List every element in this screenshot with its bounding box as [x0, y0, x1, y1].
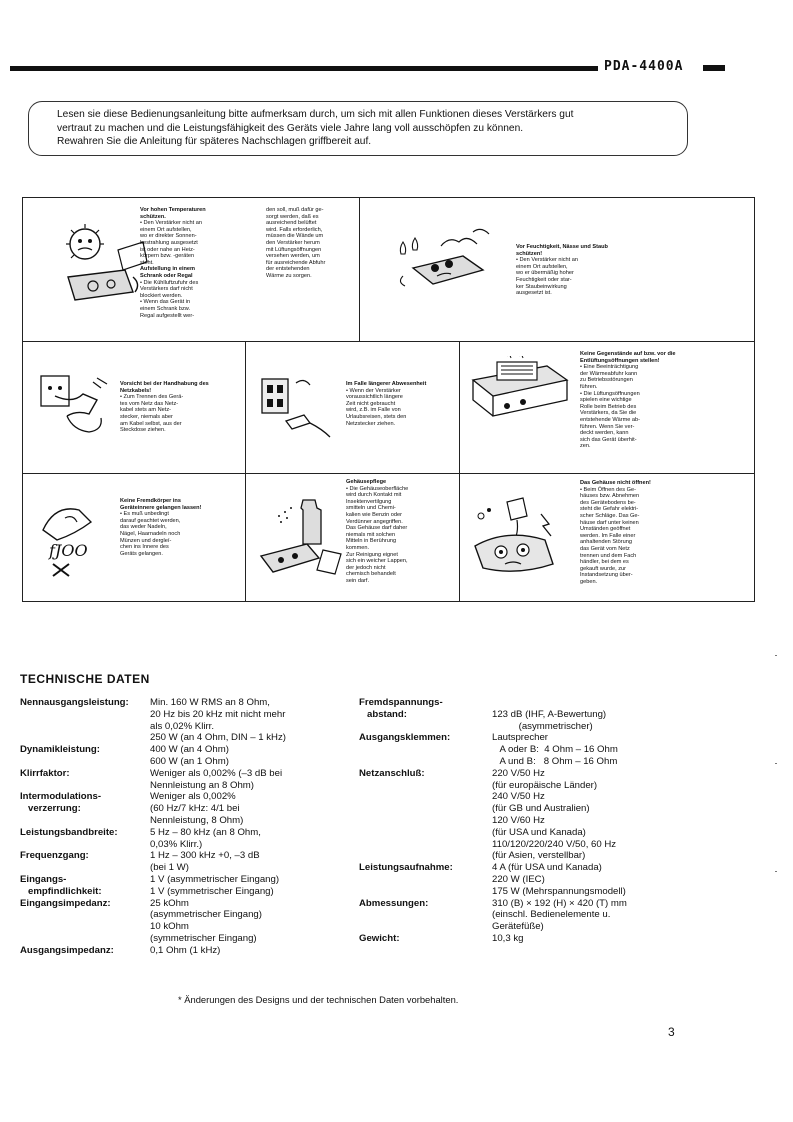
scan-speck — [775, 655, 777, 656]
precaution-title: Vor Feuchtigkeit, Nässe und Staub schützen! — [516, 244, 608, 257]
text-line: einem Ort aufstellen, — [516, 263, 568, 270]
text-line: sich das Gerät überhit- — [580, 436, 637, 443]
text-line: sich ein weicher Lappen, — [346, 558, 408, 565]
text-line: häuse darf unter keinen — [580, 519, 639, 526]
spec-value-line: 220 V/50 Hz — [492, 767, 545, 779]
spec-value-line: (asymmetrischer Eingang) — [150, 909, 262, 921]
text-line: führen. — [580, 383, 598, 390]
model-title: PDA-4400A — [604, 59, 684, 74]
cord-text — [120, 381, 210, 434]
spec-value-line: 175 W (Mehrspannungsmodell) — [492, 885, 626, 897]
spec-value-line: 400 W (an 4 Ohm) — [150, 744, 229, 756]
precaution-title: Keine Fremdkörper ins Geräteinnere gelangen lassen! — [120, 498, 202, 511]
spec-value-line: Nennleistung an 8 Ohm) — [150, 779, 254, 791]
grid-divider — [23, 341, 754, 342]
vent-blocked-illustration-icon — [467, 356, 577, 426]
text-line: anhaltenden Störung — [580, 539, 632, 546]
spec-value — [150, 827, 261, 851]
spec-value-line: (einschl. Bedienelemente u. — [492, 909, 611, 921]
spec-label-line: Frequenzgang: — [20, 850, 89, 862]
spec-value — [492, 768, 616, 862]
spec-value — [150, 874, 279, 898]
grid-divider — [359, 198, 360, 341]
spec-label-line: Eingangs- — [20, 874, 67, 885]
text-line: häuses bzw. Abnehmen — [580, 493, 640, 500]
text-line: spielen eine wichtige — [580, 397, 632, 404]
text-line: den Verstärker herum — [266, 239, 320, 246]
text-line: Verstärkers, da Sie die — [580, 410, 637, 417]
text-line: entstehende Wärme ab- — [580, 416, 641, 423]
text-line: der entstehenden — [266, 266, 310, 273]
spec-label-line: Abmessungen: — [359, 897, 429, 909]
text-line: Mitteln in Berührung — [346, 538, 397, 545]
spec-value-line: (für USA und Kanada) — [492, 826, 586, 838]
text-line: der jedoch nicht — [346, 564, 386, 571]
text-line: versehen werden, um — [266, 253, 320, 260]
grid-divider — [23, 473, 754, 474]
text-line: Umständen geöffnet — [580, 526, 631, 533]
spec-value-line: 10,3 kg — [492, 933, 524, 944]
spec-value — [492, 933, 523, 945]
text-line: darauf geachtet werden, — [120, 517, 181, 524]
objects-text — [580, 351, 680, 450]
grid-divider — [245, 341, 246, 602]
spec-value — [150, 744, 229, 768]
text-line: kalien wie Benzin oder — [346, 511, 402, 518]
text-line: Geräts gelangen. — [120, 550, 163, 557]
spec-label — [20, 945, 114, 957]
text-line: des Gerätebodens be- — [580, 499, 636, 506]
spec-value — [492, 862, 626, 897]
text-line: Münzen und dergleí- — [120, 537, 172, 544]
text-line: sorgt werden, daß es — [266, 213, 319, 220]
header-rule — [10, 66, 598, 71]
text-line: Das Gehäuse darf daher — [346, 525, 408, 532]
text-line: ausreichend belüftet — [266, 220, 317, 227]
spec-value-line: 123 dB (IHF, A-Bewertung) — [492, 708, 607, 720]
text-line: tes vom Netz das Netz- — [120, 400, 179, 407]
spec-label-line: abstand: — [359, 708, 407, 720]
text-line: sein darf. — [346, 577, 370, 584]
temperature-text — [140, 207, 214, 319]
spec-label-line: Intermodulations- — [20, 791, 102, 803]
footnote: * Änderungen des Designs und der technischen Daten vorbehalten. — [178, 994, 459, 1005]
open-text — [580, 480, 680, 586]
text-line: wird durch Kontakt mit — [346, 492, 402, 499]
spec-label-line: Ausgangsimpedanz: — [20, 944, 114, 956]
spec-value-line: A oder B: 4 Ohm – 16 Ohm — [492, 744, 618, 756]
precaution-title: Das Gehäuse nicht öffnen! — [580, 480, 651, 486]
text-line: geben. — [580, 578, 598, 585]
text-line: • Es muß unbedingt — [120, 511, 169, 518]
text-line: Verstärkers darf nicht — [140, 286, 193, 293]
spec-value-line: Weniger als 0,002% (–3 dB bei — [150, 767, 283, 779]
text-line: wo er übermäßig hoher — [516, 270, 574, 277]
intro-box — [28, 101, 688, 156]
precaution-subtitle: Aufstellung in einem Schrank oder Regal — [140, 266, 196, 279]
spec-value-line: (für Asien, verstellbar) — [492, 850, 586, 862]
spec-label-line: verzerrung: — [20, 803, 81, 815]
humidity-text — [516, 244, 616, 297]
spec-value-line: Nennleistung, 8 Ohm) — [150, 814, 244, 826]
precaution-title: Vor hohen Temperaturen schützen. — [140, 207, 206, 220]
spec-value — [492, 697, 606, 732]
text-line: gekauft wurde, zur — [580, 565, 627, 572]
spec-label — [20, 791, 101, 815]
text-line: am Kabel selbst, aus der — [120, 420, 182, 427]
precaution-title: Keine Gegenstände auf bzw. vor die Entlüftungsöffnungen stellen! — [580, 351, 676, 364]
text-line: bestrahlung ausgesetzt — [140, 239, 198, 246]
text-line: Regal aufgestellt wer- — [140, 312, 195, 319]
care-text — [346, 479, 441, 585]
text-line: einem Ort aufstellen, — [140, 226, 192, 233]
spec-value-line: 110/120/220/240 V/50, 60 Hz — [492, 838, 617, 850]
header-rule-end — [703, 65, 725, 71]
spec-value-line: 1 V (symmetrischer Eingang) — [150, 885, 274, 897]
spec-value — [150, 768, 282, 792]
spec-label-line: Leistungsaufnahme: — [359, 862, 453, 874]
text-line: • Die Kühlluftzufuhr des — [140, 279, 199, 286]
spec-value-line: als 0,02% Klirr. — [150, 720, 214, 732]
spec-label — [20, 827, 118, 839]
spec-value-line: Weniger als 0,002% — [150, 791, 236, 803]
text-line: ker Staubeinwirkung — [516, 283, 567, 290]
spec-label — [359, 933, 400, 945]
spec-value-line: 250 W (an 4 Ohm, DIN – 1 kHz) — [150, 732, 286, 744]
text-line: steht. — [140, 259, 154, 266]
spec-label — [20, 744, 100, 756]
spec-value-line: 0,1 Ohm (1 kHz) — [150, 944, 221, 956]
text-line: Insektenvertilgung — [346, 498, 392, 505]
spec-value-line: 5 Hz – 80 kHz (an 8 Ohm, — [150, 826, 261, 838]
text-line: steht die Gefahr elektri- — [580, 506, 639, 513]
text-line: chen ins Innere des — [120, 544, 169, 551]
text-line: • Wenn der Verstärker — [346, 387, 401, 394]
text-line: stecker, niemals aber — [120, 413, 173, 420]
unplug-illustration-icon — [256, 371, 336, 441]
spec-value-line: (für GB und Australien) — [492, 803, 590, 815]
text-line: Steckdose ziehen. — [120, 427, 166, 434]
spec-value — [492, 898, 627, 933]
text-line: händler, bei dem es — [580, 559, 629, 566]
spray-illustration-icon — [251, 494, 346, 579]
foreign-text — [120, 498, 215, 557]
text-line: das Gerät vom Netz — [580, 545, 630, 552]
spec-value-line: 10 kOhm — [150, 921, 189, 933]
spec-value-line: 310 (B) × 192 (H) × 420 (T) mm — [492, 897, 627, 909]
text-line: das weder Nadeln, — [120, 524, 167, 531]
text-line: Wärme zu sorgen. — [266, 272, 312, 279]
spec-label — [20, 850, 89, 862]
spec-value-line: 600 W (an 1 Ohm) — [150, 755, 229, 767]
text-line: wo er direkter Sonnen- — [140, 233, 197, 240]
intro-line: Lesen sie diese Bedienungsanleitung bitte aufmerksam durch, um sich mit allen Funktionen dieses Verstärkers gut — [57, 109, 574, 120]
text-line: • Die Lüftungsöffnungen — [580, 390, 640, 397]
power-cord-illustration-icon — [37, 370, 117, 440]
text-line: Nägel, Haarnadeln noch — [120, 530, 181, 537]
text-line: • Die Gehäuseoberfläche — [346, 485, 409, 492]
text-line: • Beim Öffnen des Ge- — [580, 486, 636, 493]
spec-value-line: (asymmetrischer) — [492, 720, 593, 732]
precaution-title: Gehäusepflege — [346, 479, 387, 485]
spec-value-line: 20 Hz bis 20 kHz mit nicht mehr — [150, 708, 286, 720]
spec-label — [20, 874, 102, 898]
text-line: • Zum Trennen des Gerä- — [120, 394, 184, 401]
spec-value-line: (symmetrischer Eingang) — [150, 932, 257, 944]
spec-value-line: 4 A (für USA und Kanada) — [492, 862, 602, 874]
text-line: für ausreichende Abfuhr — [266, 259, 326, 266]
spec-value-line: 25 kOhm — [150, 897, 189, 909]
text-line: mit Lüftungsöffnungen — [266, 246, 322, 253]
spec-value-line: A und B: 8 Ohm – 16 Ohm — [492, 755, 618, 767]
text-line: chemisch behandelt — [346, 571, 396, 578]
spec-label-line: Leistungsbandbreite: — [20, 826, 118, 838]
scan-speck — [775, 871, 777, 872]
text-line: den soll, muß dafür ge- — [266, 207, 324, 213]
spec-label-line: empfindlichkeit: — [20, 885, 102, 897]
spec-label-line: Gewicht: — [359, 933, 400, 944]
do-not-open-illustration-icon — [467, 494, 567, 579]
precaution-title: Vorsicht bei der Handhabung des Netzkabels! — [120, 381, 209, 394]
text-line: kabel stets am Netz- — [120, 407, 171, 414]
text-line: blockiert werden. — [140, 292, 183, 299]
spec-label — [20, 697, 129, 709]
spec-value-line — [492, 697, 606, 709]
text-line: einem Schrank bzw. — [140, 305, 191, 312]
spec-value-line: 1 Hz – 300 kHz +0, –3 dB — [150, 850, 260, 862]
text-line: Urlaubsreisen, stets den — [346, 413, 407, 420]
spec-value — [150, 898, 262, 945]
intro-line: vertraut zu machen und die Leistungsfähigkeit des Geräts viele Jahre lang voll ausschöpfen zu können. — [57, 122, 524, 134]
grid-divider — [459, 341, 460, 602]
spec-value — [150, 945, 220, 957]
spec-value — [492, 732, 618, 767]
text-line: deckt werden, kann — [580, 430, 629, 437]
tech-heading: TECHNISCHE DATEN — [20, 672, 150, 686]
page-number: 3 — [668, 1025, 675, 1039]
spec-label — [359, 732, 450, 744]
spec-value-line: Min. 160 W RMS an 8 Ohm, — [150, 697, 270, 708]
text-line: Zur Reinigung eignet — [346, 551, 398, 558]
spec-label — [20, 898, 111, 910]
text-line: zen. — [580, 443, 591, 450]
text-line: trennen und dem Fach — [580, 552, 637, 559]
text-line: der Wärmeabfuhr kann — [580, 370, 638, 377]
text-line: Instandsetzung über- — [580, 572, 633, 579]
intro-line: Rewahren Sie die Anleitung für späteres Nachschlagen griffbereit auf. — [57, 136, 372, 147]
spec-label-line: Netzanschluß: — [359, 767, 425, 779]
text-line: • Den Verstärker nicht an — [140, 220, 202, 227]
spec-label-line: Dynamikleistung: — [20, 744, 100, 756]
text-line: smitteln und Chemi- — [346, 505, 396, 512]
spec-value-line: (60 Hz/7 kHz: 4/1 bei — [150, 803, 240, 815]
text-line: • Wenn das Gerät in — [140, 299, 191, 306]
text-line: • Eine Beeinträchtigung — [580, 364, 639, 371]
text-line: Netzstecker ziehen. — [346, 420, 396, 427]
text-line: scher Schläge. Das Ge- — [580, 512, 640, 519]
spec-label — [359, 768, 425, 780]
spec-value — [150, 791, 243, 826]
spec-label-line: Klirrfaktor: — [20, 767, 70, 779]
spec-value-line: 220 W (IEC) — [492, 873, 545, 885]
spec-label-line: Nennausgangsleistung: — [20, 697, 129, 708]
spec-value-line: (bei 1 W) — [150, 862, 189, 874]
text-line: führen. Wenn Sie ver- — [580, 423, 635, 430]
text-line: müssen die Wände um — [266, 233, 324, 240]
text-line: Feuchtigkeit oder star- — [516, 276, 572, 283]
spec-label — [359, 898, 428, 910]
text-line: wird, z.B. im Falle von — [346, 407, 401, 414]
spec-value-line: Gerätefüße) — [492, 921, 544, 933]
foreign-objects-illustration-icon — [35, 500, 115, 578]
spec-value-line: Lautsprecher — [492, 732, 548, 744]
text-line: niemals mit solchen — [346, 531, 396, 538]
svg-text:fJOO: fJOO — [49, 541, 88, 560]
spec-value — [150, 697, 286, 744]
text-line: körpern bzw. -geräten — [140, 253, 195, 260]
spec-value-line: 120 V/60 Hz — [492, 814, 545, 826]
spec-value-line: 1 V (asymmetrischer Eingang) — [150, 874, 280, 885]
text-line: ausgesetzt ist. — [516, 290, 552, 297]
spec-label-line: Eingangsimpedanz: — [20, 897, 111, 909]
spec-value-line: 0,03% Klirr.) — [150, 838, 203, 850]
scan-speck — [775, 763, 777, 764]
spec-label-line: Ausgangsklemmen: — [359, 732, 451, 744]
spec-value-line: (für europäische Länder) — [492, 779, 598, 791]
text-line: wird. Falls erforderlich, — [266, 226, 323, 233]
precautions-grid — [22, 197, 755, 602]
spec-value-line: 240 V/50 Hz — [492, 791, 545, 803]
text-line: zu Betriebsstörungen — [580, 377, 633, 384]
spec-label — [359, 862, 453, 874]
text-line: ist oder nahe an Heiz- — [140, 246, 195, 253]
text-line: • Den Verstärker nicht an — [516, 257, 578, 264]
temperature-text-col2 — [266, 207, 346, 280]
humidity-illustration-icon — [393, 226, 503, 296]
text-line: Zeit nicht gebraucht — [346, 400, 396, 407]
unused-text — [346, 381, 436, 427]
text-line: werden. Im Falle einer — [580, 532, 636, 539]
spec-label — [20, 768, 70, 780]
text-line: Rolle beim Betrieb des — [580, 403, 637, 410]
spec-value — [150, 850, 260, 874]
spec-label — [359, 697, 443, 721]
text-line: Verdünner angegriffen. — [346, 518, 403, 525]
text-line: kommen. — [346, 544, 370, 551]
spec-label-line: Fremdspannungs- — [359, 697, 443, 708]
text-line: voraussichtlich längere — [346, 394, 403, 401]
precaution-title: Im Falle längerer Abwesenheit — [346, 381, 427, 387]
